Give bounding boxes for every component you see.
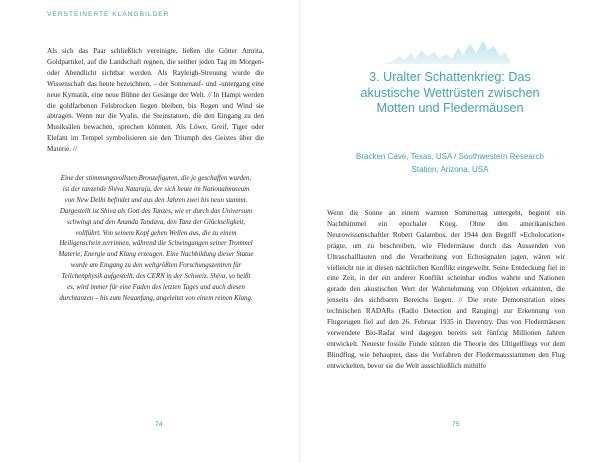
running-header: VERSTEINERTE KLANGBILDER [47, 11, 170, 18]
chapter-location: Bracken Cave, Texas, USA / Southwestern Research Station, Arizona, USA [356, 152, 544, 174]
sound-wave-graphic [384, 38, 510, 64]
left-body-text: Als sich das Paar schließlich vereinigte, ließen die Götter Amrita, Goldpartikel, auf die Landschaft regnen, die seither jeden Tag im Morgen- oder Abendlicht sichtbar werden. Als Rayleigh-Streuung wurde die Wissenschaft das heute bezeichnen, – der Sonnenauf- und -untergang eine neue Kymatik, eine neue Bühne der Gesänge der Welt. // In Hampi werden die goldfarbenen Felsbrocken liegen bleiben, bis Regen und Wind sie abtragen. Wenn nur die Vyalis, die Steinstatuen, die den Eingang zu den Musiksälen bewachen, sprechen könnten. Als Löwe, Greif, Tiger oder Elefant im Tempel symbolisieren sie den Triumph des Geistes über die Materie. // [47, 47, 264, 154]
page-number-right: 75 [452, 421, 460, 428]
italic-quote: Eine der stimmungsvollsten Bronzefiguren, die je geschaffen wurden, ist der tanzende Shiva Nataraja, der sich heute im Nationalmuseum von New Delhi befindet und aus den Jahren zwei bis neun stammt. Dargestellt ist Shiva als Gott des Tanzes, wie er durch das Universum schwingt und den Ananda Tandava, den Tanz der Glückseligkeit, vollführt. Von seinem Kopf gehen Wellen aus, die zu einem Heiligenschein zerrinnen, während die Schwingungen seiner Trommel Materie, Energie und Klang erzeugen. Eine Nachbildung dieser Statue wurde am Eingang zu den weltgrößten Forschungszentren für Teilchenphysik aufgestellt, des CERN in der Schweiz. Shiva, so heißt es, wird immer für eine Faden des letzten Tages und auch diesen durchtanzen – bis zum Neuanfang, angeleitet von einem reinen Klang. [58, 175, 254, 302]
right-body-text: Wenn die Sonne an einem warmen Sommertag untergeht, beginnt ein Nachthimmel ein epochaler Krieg. Ohne den amerikanischen Neurowissenschaftler Robert Galambos, der 1944 den Begriff »Echolocation« prägte, um zu beschreiben, wie Fledermäuse durch das Aussenden von Ultraschalllauten und die Verarbeitung von Echosignalen jagen, wären wir vielleicht nie in diesen nächtlichen Konflikt eingeweiht. Seine Entdeckung fiel in eine Zeit, in der ein anderer Konflikt scheinbar endlos wahrte und Nationen gerade den akustischen Wert der Wahrnehmung von Objekten erkannten, die jenseits des sichtbaren Bereichs liegen. // Die erste Demonstration eines technischen RADARs (Radio Detection and Ranging) zur Erkennung von Flugzeugen fiel auf den 26. Februar 1935 in Daventry. Das von Fledermäusen verwendete Bio-Radar wird dagegen bereits seit fünfzig Millionen Jahren entwickelt. Neueste fossile Funde stützen die Theorie des Ultigelfliegs vor dem Blindflug, wie behauptet, dass die Vorfahren der Fledermausstammen den Flug entwickelten, bevor sie die Welt ausschließlich mithilfe [327, 209, 565, 370]
chapter-title: 3. Uralter Schattenkrieg: Das akustische Wettrüsten zwischen Motten und Fledermäusen [360, 70, 540, 115]
right-page [300, 0, 600, 463]
page-number-left: 74 [155, 421, 163, 428]
